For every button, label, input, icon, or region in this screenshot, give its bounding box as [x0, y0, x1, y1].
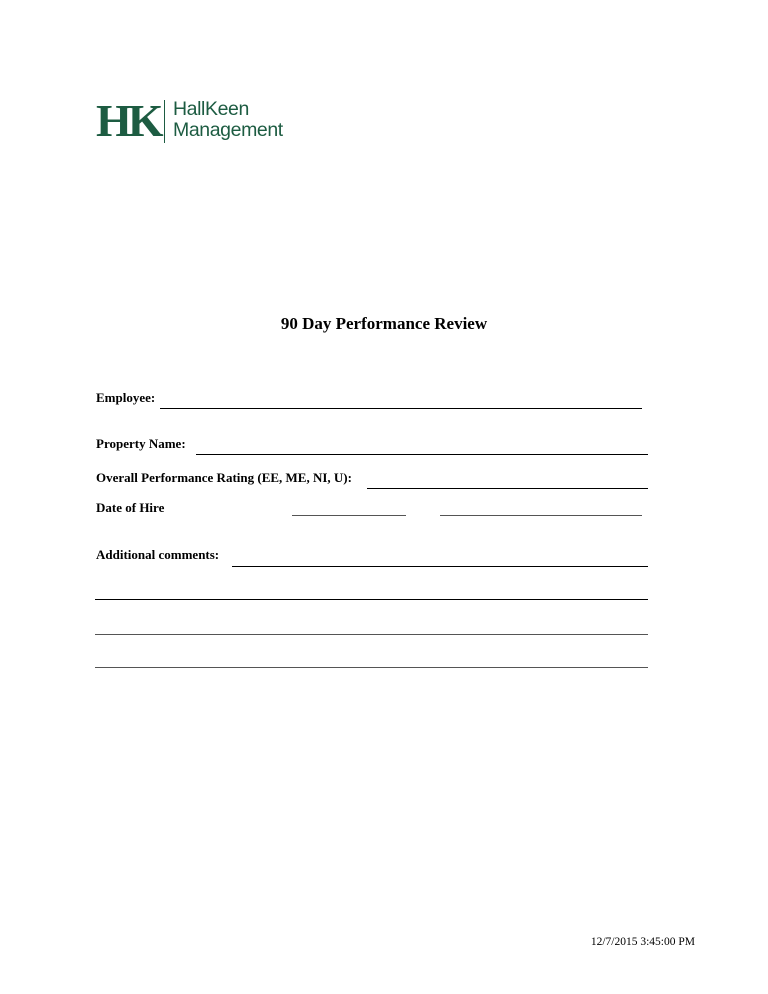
logo-divider [164, 100, 165, 143]
footer-timestamp: 12/7/2015 3:45:00 PM [590, 936, 695, 948]
logo-line-2: Management [173, 119, 283, 141]
additional-comments-label: Additional comments: [96, 547, 220, 562]
comments-line-1[interactable] [232, 566, 648, 567]
date-of-hire-field-line[interactable] [292, 515, 406, 516]
logo-line-1: HallKeen [173, 98, 249, 120]
property-name-label: Property Name: [96, 436, 186, 451]
company-logo [96, 95, 306, 148]
comments-line-4[interactable] [95, 667, 648, 668]
overall-rating-field-line[interactable] [367, 488, 648, 489]
overall-rating-label: Overall Performance Rating (EE, ME, NI, U): [96, 470, 352, 485]
employee-label: Employee: [96, 390, 156, 405]
date-of-hire-extra-line[interactable] [440, 515, 642, 516]
logo-mark: HK [96, 95, 160, 146]
comments-line-3[interactable] [95, 634, 648, 635]
page-title: 90 Day Performance Review [280, 314, 488, 333]
employee-field-line[interactable] [160, 408, 642, 409]
comments-line-2[interactable] [95, 599, 648, 600]
logo-text [173, 99, 283, 141]
property-name-field-line[interactable] [196, 454, 648, 455]
date-of-hire-label: Date of Hire [96, 500, 165, 515]
